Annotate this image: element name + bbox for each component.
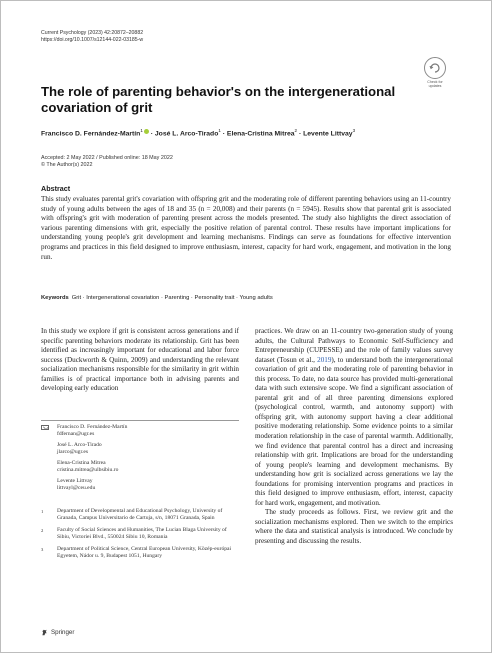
- check-for-updates-badge[interactable]: [423, 57, 447, 88]
- author-name[interactable]: José L. Arco-Tirado: [154, 130, 219, 138]
- badge-label: Check for updates: [427, 80, 443, 88]
- contact-name: Levente Littvay: [57, 478, 93, 484]
- author-name[interactable]: Francisco D. Fernández-Martín: [41, 130, 141, 138]
- publisher-footer: [41, 629, 74, 636]
- author-affiliation-number: 1: [140, 128, 143, 133]
- contact-name: Francisco D. Fernández-Martín: [57, 424, 128, 430]
- journal-header: [41, 30, 143, 44]
- intro-paragraph: In this study we explore if grit is consistent across generations and if specific parenting behaviors moderate its relationship. Grit has been identified as increasingly important for educational and labor force success (Duckworth & Quinn, 2009) and understanding the relevant socialization mechanisms responsible for the similarity in grit within families is of practical importance both in advising parents and developing early education: [41, 327, 239, 393]
- contact-name: Elena-Cristina Mitrea: [57, 460, 106, 466]
- contact-entry: [41, 460, 239, 474]
- envelope-icon: [41, 425, 49, 430]
- contact-entry: [41, 478, 239, 492]
- affiliation-entry: [41, 527, 239, 541]
- author-name[interactable]: Levente Littvay: [303, 130, 353, 138]
- contact-list: [41, 424, 239, 496]
- contact-email[interactable]: jlarco@ugr.es: [57, 449, 89, 455]
- author-affiliation-number: 2: [294, 128, 298, 133]
- footnote-divider: [41, 420, 239, 421]
- right-paragraph-1-start: practices. We draw on an 11-country two-generation study of young adults, the Cultural Pathways to Economic Self-Sufficiency and Entrepreneurship (CUPESSE) and the role of family values survey dataset (Tosun et al.,: [255, 327, 453, 364]
- right-paragraph-1-end: ), to understand both the intergenerational covariation of grit and the moderating role of parenting behavior in this process. To date, no data source has provided multi-generational data with such extensive scope. We find a significant association of parental grit and of all three parenting dimensions explored (psychological control, warmth, and autonomy support) with offspring grit, with autonomy support having a clear additional positive moderating relationship. Some evidence points to a similar moderation relationship in the case of parental warmth. Additionally, we find evidence that parental control has a direct and increasing relationship with grit. Implications are broad for the understanding of young people's learning and development mechanisms. By understanding how grit is socialized across generations we lay the foundations for promising intervention programs and practices in this field designed to improve enthusiasm, effort, interest, capacity for hard work, engagement, and motivation.: [255, 355, 454, 507]
- author-affiliation-number: 3: [352, 128, 356, 133]
- contact-entry: [41, 424, 239, 438]
- body-left-column: [41, 327, 239, 394]
- contact-email[interactable]: littvayl@ceu.edu: [57, 485, 96, 491]
- publication-dates: [41, 155, 173, 169]
- affiliation-entry: [41, 546, 239, 560]
- author-name[interactable]: Elena-Cristina Mitrea: [226, 130, 295, 138]
- keywords-list: Grit · Intergenerational covariation · Parenting · Personality trait · Young adults: [71, 295, 273, 301]
- affiliation-number: 3: [41, 547, 44, 552]
- contact-email[interactable]: fdfernan@ugr.es: [57, 431, 95, 437]
- springer-horse-icon: [41, 629, 48, 636]
- keywords-line: [41, 295, 461, 301]
- author-list: Francisco D. Fernández-Martín$^1$ · José L. Arco-Tirado$^1$ · Elena-Cristina Mitrea$^2$ · Levente Littvay$^3$: [41, 128, 356, 138]
- keywords-label: Keywords: [41, 295, 69, 301]
- affiliation-text: Faculty of Social Sciences and Humanities, The Lucian Blaga University of Sibiu, Victoriei Blvd., 550024 Sibiu 10, Romania: [57, 527, 227, 540]
- copyright-line: © The Author(s) 2022: [41, 162, 93, 168]
- affiliation-text: Department of Political Science, Central European University, Közép-európai Egyetem, Nádor u. 9, Budapest 1051, Hungary: [57, 546, 232, 559]
- contact-name: José L. Arco-Tirado: [57, 442, 102, 448]
- affiliation-text: Department of Developmental and Educational Psychology, University of Granada, Campus Universitario de Cartuja, s/n, 18071 Granada, Spain: [57, 508, 223, 521]
- accepted-published-dates: Accepted: 2 May 2022 / Published online: 18 May 2022: [41, 155, 173, 161]
- contact-email[interactable]: cristina.mitrea@ulbsibiu.ro: [57, 467, 119, 473]
- doi-link[interactable]: https://doi.org/10.1007/s12144-022-03185-w: [41, 37, 144, 43]
- publisher-name: Springer: [51, 629, 75, 636]
- journal-citation: Current Psychology (2023) 42:20872–20882: [41, 30, 144, 36]
- contact-entry: [41, 442, 239, 456]
- orcid-icon[interactable]: [144, 129, 149, 134]
- article-title: The role of parenting behavior's on the intergenerational covariation of grit: [41, 84, 396, 115]
- citation-link[interactable]: 2019: [317, 355, 332, 364]
- check-for-updates-icon: [424, 57, 446, 79]
- abstract-text: This study evaluates parental grit's covariation with offspring grit and the moderating role of different parenting behaviors using an 11-country study of young adults between the ages of 18 and 35 (n = 20,008) and their parents (n = 5945). Results show that parental grit is associated with offspring's grit with moderation of parenting present across the models presented. The study also highlights the direct association of various parenting dimensions with grit, especially the positive relation of parental control. These results have important implications for understanding young people's grit development and learning mechanisms. Findings can serve as foundations for effective intervention programs and practices in this field designed to improve enthusiasm, interest, capacity for hard work, engagement, and motivation in the long run.: [41, 195, 451, 261]
- body-right-column: [255, 327, 453, 547]
- right-paragraph-2: The study proceeds as follows. First, we review grit and the socialization mechanisms explored. Then we switch to the empirics where the data and statistical analysis is introduced. We conclude by presenting and discussing the results.: [255, 508, 453, 546]
- affiliation-number: 2: [41, 528, 44, 533]
- author-affiliation-number: 1: [218, 128, 221, 133]
- abstract-heading: Abstract: [41, 184, 71, 193]
- affiliation-list: [41, 508, 239, 565]
- affiliation-number: 1: [41, 509, 44, 514]
- affiliation-entry: [41, 508, 239, 522]
